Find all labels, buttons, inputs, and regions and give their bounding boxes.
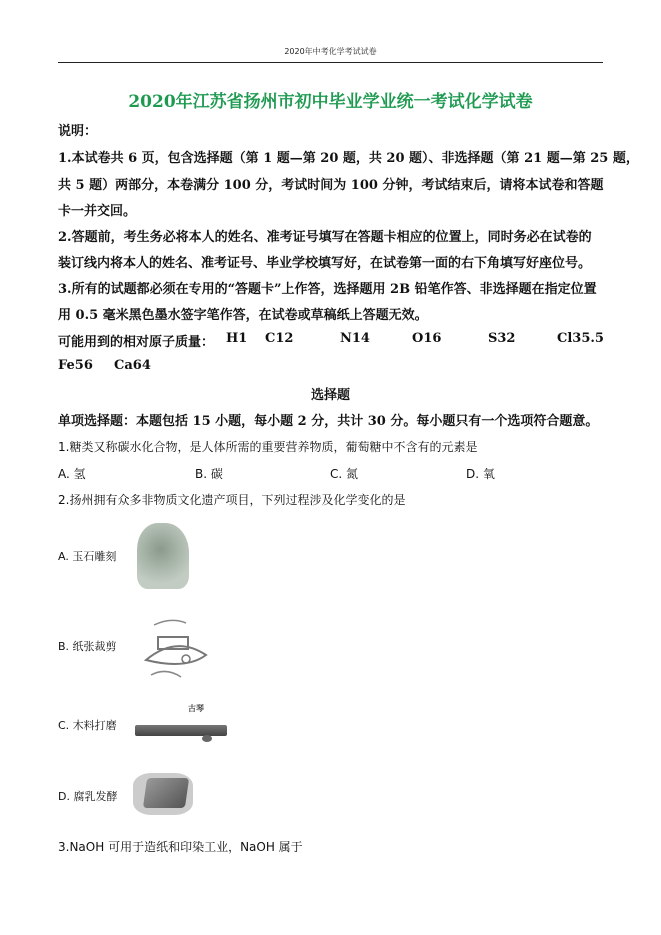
page-header: 2020年中考化学考试试卷 [284,47,377,56]
page-title: 2020年江苏省扬州市初中毕业学业统一考试化学试卷 [128,92,533,112]
note-line: 3.所有的试题都必须在专用的“答题卡”上作答，选择题用 2B 铅笔作答、非选择题在指定位置 [58,282,597,297]
atomic-mass: C12 [265,331,294,346]
atomic-mass: Fe56 [58,358,93,373]
note-line: 共 5 题）两部分，本卷满分 100 分，考试时间为 100 分钟，考试结束后，请将本试卷和答题 [58,178,604,193]
guqin-caption: 古琴 [188,703,204,713]
note-line: 用 0.5 毫米黑色墨水签字笔作答，在试卷或草稿纸上答题无效。 [58,308,428,323]
q1-option-a: A. 氢 [58,467,86,481]
q1-option-c: C. 氮 [330,467,359,481]
atomic-mass: N14 [340,331,370,346]
atomic-mass-label: 可能用到的相对原子质量： [58,335,215,350]
question-1-stem: 1.糖类又称碳水化合物，是人体所需的重要营养物质，葡萄糖中不含有的元素是 [58,440,478,454]
atomic-mass: S32 [488,331,516,346]
section-title: 选择题 [310,388,350,403]
q2-option-d: D. 腐乳发酵 [58,790,118,803]
guqin-knob [202,735,212,742]
fermented-tofu-image [143,778,189,808]
note-line: 卡一并交回。 [58,204,137,219]
header-rule [58,62,603,63]
q1-option-d: D. 氧 [466,467,495,481]
guqin-image [135,725,227,736]
notes-label: 说明： [58,124,98,139]
question-3-stem: 3.NaOH 可用于造纸和印染工业，NaOH 属于 [58,840,303,854]
atomic-mass: Cl35.5 [557,331,604,346]
note-line: 2.答题前，考生务必将本人的姓名、准考证号填写在答题卡相应的位置上，同时务必在试卷的 [58,230,592,245]
note-line: 装订线内将本人的姓名、准考证号、毕业学校填写好，在试卷第一面的右下角填写好座位号。 [58,256,592,271]
note-line: 1.本试卷共 6 页，包含选择题（第 1 题—第 20 题，共 20 题）、非选择题（第 21 题—第 25 题， [58,151,639,166]
q2-option-b: B. 纸张裁剪 [58,640,117,653]
paper-cutting-image [136,615,216,685]
q2-option-a: A. 玉石雕刻 [58,550,117,563]
q2-option-c: C. 木料打磨 [58,719,117,732]
question-2-stem: 2.扬州拥有众多非物质文化遗产项目，下列过程涉及化学变化的是 [58,493,406,507]
jade-carving-image [137,523,189,589]
atomic-mass: Ca64 [114,358,151,373]
section-description: 单项选择题：本题包括 15 小题，每小题 2 分，共计 30 分。每小题只有一个选项符合题意。 [58,414,599,429]
atomic-mass: O16 [412,331,442,346]
q1-option-b: B. 碳 [195,467,223,481]
atomic-mass: H1 [226,331,248,346]
